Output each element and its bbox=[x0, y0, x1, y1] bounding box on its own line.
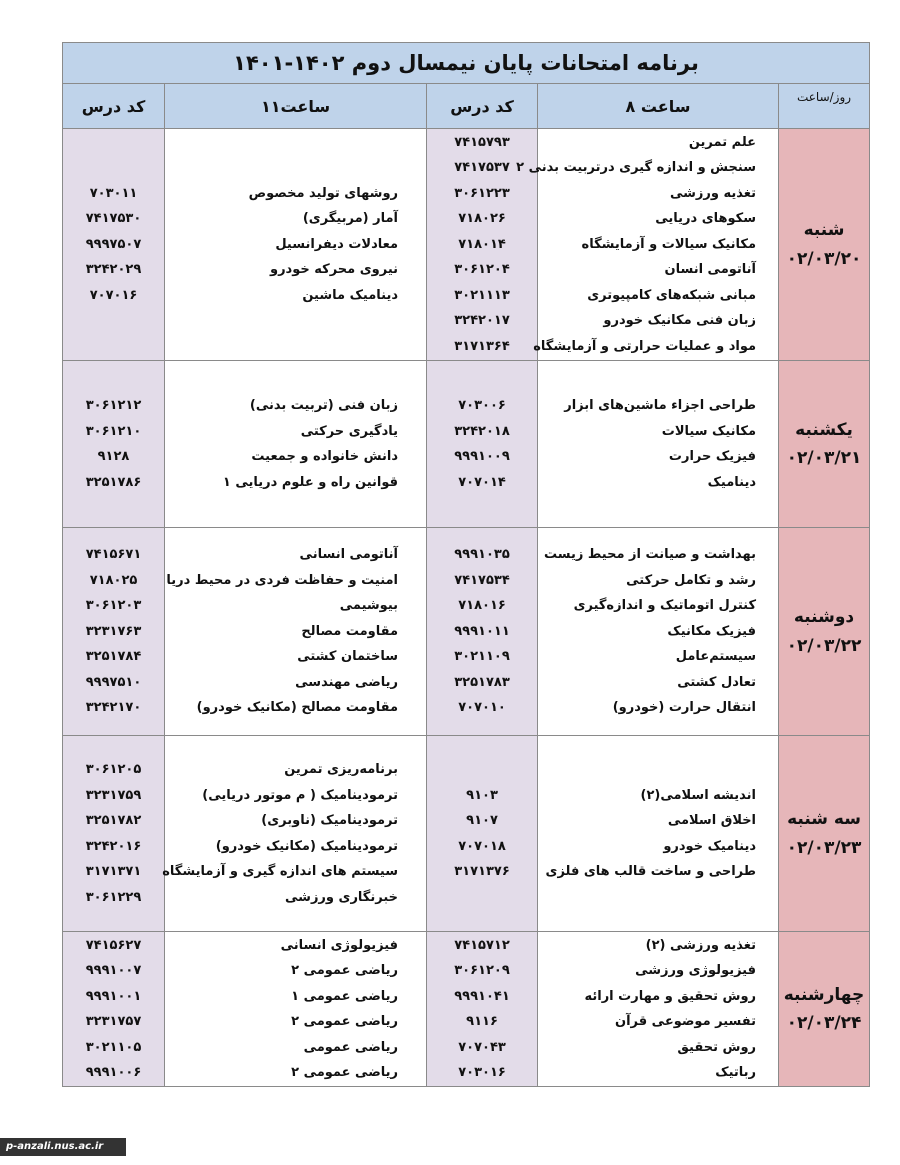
course-11-item: آمار (مربیگری) bbox=[302, 211, 399, 227]
code-8-list bbox=[427, 542, 537, 721]
course-11-item: ترمودینامیک (مکانیک خودرو) bbox=[215, 838, 399, 854]
code-11-item: ۹۹۹۱۰۰۶ bbox=[85, 1065, 142, 1080]
code-11-item: ۷۱۸۰۲۵ bbox=[89, 572, 138, 588]
code-11-item: ۳۰۶۱۲۱۰ bbox=[85, 423, 142, 439]
code-8-item: ۷۰۷۰۴۳ bbox=[458, 1039, 506, 1055]
course-11-item: ریاضی عمومی ۲ bbox=[291, 1014, 399, 1029]
code-11-item: ۳۰۶۱۲۲۹ bbox=[85, 889, 142, 905]
course-11-list bbox=[165, 933, 426, 1086]
day-name: یکشنبه bbox=[795, 419, 853, 440]
code-8-item: ۳۰۲۱۱۰۹ bbox=[454, 649, 510, 665]
course-11-item: ریاضی عمومی ۲ bbox=[291, 963, 399, 978]
code-8-item: ۷۴۱۵۷۹۳ bbox=[454, 134, 510, 150]
course-11-cell bbox=[162, 736, 427, 932]
course-11-item: ریاضی عمومی ۱ bbox=[291, 988, 399, 1004]
day-row bbox=[63, 736, 870, 932]
code-11-list bbox=[63, 933, 164, 1086]
course-8-item: روش تحقیق و مهارت ارائه bbox=[584, 988, 757, 1004]
code-11-item: ۹۹۹۷۵۱۰ bbox=[85, 674, 142, 690]
course-11-item: مقاومت مصالح (مکانیک خودرو) bbox=[196, 700, 399, 716]
course-8-item: روش تحقیق bbox=[677, 1039, 757, 1055]
course-8-item: فیزیک حرارت bbox=[668, 449, 757, 464]
course-11-list bbox=[165, 393, 426, 495]
code-8-item: ۳۰۶۱۲۰۹ bbox=[454, 963, 510, 978]
course-11-item: روشهای تولید مخصوص bbox=[248, 185, 399, 201]
course-11-cell bbox=[165, 361, 427, 528]
course-8-cell bbox=[538, 932, 779, 1087]
course-11-item: فیزیولوژی انسانی bbox=[280, 937, 399, 953]
course-8-item: دینامیک bbox=[707, 474, 757, 490]
course-11-list bbox=[162, 757, 426, 910]
code-8-item: ۷۰۷۰۱۸ bbox=[458, 838, 506, 854]
code-11-list bbox=[63, 757, 164, 910]
code-11-item: ۹۹۹۱۰۰۱ bbox=[85, 988, 142, 1004]
code-11-item: ۳۲۴۲۰۲۹ bbox=[85, 262, 142, 278]
code-8-item: ۹۱۰۳ bbox=[466, 787, 498, 803]
course-8-item: علم تمرین bbox=[688, 134, 757, 150]
code-8-item: ۷۰۷۰۱۰ bbox=[458, 700, 506, 716]
code-11-item: ۳۲۵۱۷۸۶ bbox=[85, 474, 142, 490]
code-11-cell bbox=[63, 736, 165, 932]
code-11-item: ۷۴۱۵۶۲۷ bbox=[85, 937, 142, 953]
code-11-item: ۳۱۷۱۳۷۱ bbox=[85, 864, 142, 879]
code-8-item: ۹۹۹۱۰۴۱ bbox=[454, 988, 510, 1004]
code-8-item: ۳۱۷۱۳۷۶ bbox=[454, 864, 510, 879]
course-8-item: تغذیه ورزشی (۲) bbox=[645, 937, 757, 953]
course-8-cell bbox=[538, 736, 779, 932]
day-date: ۰۲/۰۳/۲۴ bbox=[786, 1013, 862, 1033]
course-11-item: ترمودینامیک ( م موتور دریایی) bbox=[202, 787, 399, 803]
header-code-b: کد درس bbox=[63, 84, 165, 129]
code-11-item: ۳۲۳۱۷۵۷ bbox=[85, 1014, 142, 1029]
code-11-item: ۳۲۵۱۷۸۲ bbox=[85, 813, 142, 828]
code-8-item: ۷۱۸۰۱۴ bbox=[458, 236, 506, 252]
course-11-item: ریاضی عمومی ۲ bbox=[291, 1065, 399, 1080]
course-8-list bbox=[516, 130, 778, 360]
schedule-body bbox=[63, 129, 870, 1087]
course-8-item: طراحی اجزاء ماشین‌های ابزار bbox=[564, 398, 757, 413]
code-8-item: ۹۱۱۶ bbox=[466, 1014, 498, 1029]
code-11-cell bbox=[63, 361, 165, 528]
code-8-cell bbox=[427, 361, 538, 528]
course-8-item: فیزیولوژی ورزشی bbox=[635, 963, 757, 978]
day-row bbox=[63, 361, 870, 528]
header-time11: ساعت۱۱ bbox=[165, 84, 427, 129]
day-row bbox=[63, 129, 870, 361]
course-8-item: رشد و تکامل حرکتی bbox=[626, 572, 757, 588]
course-11-list bbox=[165, 542, 426, 721]
code-11-item: ۳۲۳۱۷۶۳ bbox=[85, 623, 142, 639]
code-11-item: ۳۰۶۱۲۱۲ bbox=[85, 398, 142, 413]
day-date: ۰۲/۰۳/۲۲ bbox=[786, 635, 862, 656]
exam-schedule-table bbox=[62, 42, 870, 1087]
course-8-item: انتقال حرارت (خودرو) bbox=[612, 700, 757, 716]
course-8-item: تعادل کشتی bbox=[677, 674, 757, 690]
day-date: ۰۲/۰۳/۲۱ bbox=[786, 448, 862, 468]
code-8-list bbox=[427, 783, 537, 885]
code-8-item: ۷۰۳۰۰۶ bbox=[458, 398, 506, 413]
header-day-time: روز/ساعت bbox=[779, 84, 870, 129]
course-8-list bbox=[538, 393, 778, 495]
code-8-item: ۷۴۱۷۵۳۷ bbox=[454, 160, 510, 176]
code-11-cell bbox=[63, 528, 165, 736]
course-11-item: برنامه‌ریزی تمرین bbox=[284, 762, 399, 777]
course-8-item: آناتومی انسان bbox=[664, 262, 757, 278]
course-8-item: سنجش و اندازه گیری درتربیت بدنی ۲ bbox=[516, 160, 757, 176]
code-11-list bbox=[63, 181, 164, 309]
course-8-item: رباتیک bbox=[715, 1065, 757, 1080]
code-8-item: ۹۹۹۱۰۰۹ bbox=[454, 449, 510, 464]
day-name: چهارشنبه bbox=[783, 984, 865, 1005]
code-8-item: ۳۲۵۱۷۸۳ bbox=[454, 674, 510, 690]
course-11-cell bbox=[165, 932, 427, 1087]
course-8-item: زبان فنی مکانیک خودرو bbox=[603, 313, 757, 329]
code-11-item: ۹۹۹۷۵۰۷ bbox=[85, 236, 142, 252]
course-8-item: سکوهای دریایی bbox=[655, 211, 757, 227]
day-date: ۰۲/۰۳/۲۰ bbox=[786, 248, 862, 269]
course-8-item: دینامیک خودرو bbox=[663, 838, 757, 854]
course-8-item: فیزیک مکانیک bbox=[667, 623, 757, 639]
code-11-item: ۹۹۹۱۰۰۷ bbox=[85, 963, 142, 978]
code-11-list bbox=[63, 542, 164, 721]
code-11-cell bbox=[63, 932, 165, 1087]
day-cell bbox=[779, 528, 870, 736]
course-8-item: مواد و عملیات حرارتی و آزمایشگاه bbox=[533, 338, 757, 354]
day-row bbox=[63, 528, 870, 736]
code-8-item: ۳۰۲۱۱۱۳ bbox=[454, 287, 510, 303]
course-11-item: زبان فنی (تربیت بدنی) bbox=[249, 398, 399, 413]
day-name: سه شنبه bbox=[787, 809, 861, 830]
course-8-item: سیستم‌عامل bbox=[675, 649, 757, 665]
code-8-cell bbox=[427, 129, 538, 361]
course-8-item: کنترل اتوماتیک و اندازه‌گیری bbox=[573, 598, 757, 614]
course-11-cell bbox=[165, 528, 427, 736]
course-8-cell bbox=[516, 129, 779, 361]
course-8-item: تفسیر موضوعی قرآن bbox=[615, 1014, 757, 1029]
code-8-cell bbox=[427, 528, 538, 736]
code-11-item: ۳۰۶۱۲۰۵ bbox=[85, 762, 142, 777]
day-cell bbox=[779, 129, 870, 361]
code-11-item: ۷۰۷۰۱۶ bbox=[89, 287, 138, 303]
code-8-item: ۷۰۷۰۱۴ bbox=[458, 474, 506, 490]
code-8-item: ۳۲۴۲۰۱۷ bbox=[454, 313, 510, 329]
header-row bbox=[63, 84, 870, 129]
day-name: شنبه bbox=[803, 220, 845, 241]
code-11-item: ۳۲۴۲۰۱۶ bbox=[85, 838, 142, 854]
course-8-list bbox=[538, 542, 778, 721]
course-11-item: یادگیری حرکتی bbox=[300, 423, 399, 439]
course-11-item: معادلات دیفرانسیل bbox=[275, 236, 399, 252]
code-11-item: ۹۱۲۸ bbox=[97, 449, 130, 464]
course-8-cell bbox=[538, 361, 779, 528]
code-11-item: ۷۴۱۵۶۷۱ bbox=[85, 547, 142, 563]
course-8-item: مکانیک سیالات و آزمایشگاه bbox=[581, 236, 757, 252]
exam-schedule-sheet bbox=[62, 42, 869, 1087]
code-8-item: ۷۱۸۰۲۶ bbox=[458, 211, 506, 227]
course-8-item: طراحی و ساخت قالب های فلزی bbox=[545, 864, 757, 879]
course-11-item: قوانین راه و علوم دریایی ۱ bbox=[222, 474, 399, 490]
code-8-item: ۷۰۳۰۱۶ bbox=[458, 1065, 506, 1080]
day-name: دوشنبه bbox=[793, 607, 855, 628]
code-8-list bbox=[427, 933, 537, 1086]
code-8-item: ۷۴۱۷۵۳۴ bbox=[454, 572, 510, 588]
course-11-item: آناتومی انسانی bbox=[299, 547, 399, 563]
course-11-item: بیوشیمی bbox=[339, 598, 399, 614]
code-11-list bbox=[63, 393, 164, 495]
course-8-item: اندیشه اسلامی(۲) bbox=[640, 787, 757, 803]
code-8-item: ۷۴۱۵۷۱۲ bbox=[454, 937, 510, 953]
course-11-item: امنیت و حفاظت فردی در محیط دریا bbox=[166, 572, 399, 588]
header-code-a: کد درس bbox=[427, 84, 538, 129]
code-8-item: ۳۰۶۱۲۲۳ bbox=[454, 185, 510, 201]
course-8-item: اخلاق اسلامی bbox=[667, 813, 757, 828]
course-11-item: خبرنگاری ورزشی bbox=[285, 889, 399, 905]
course-8-item: بهداشت و صیانت از محیط زیست bbox=[543, 547, 757, 563]
day-cell bbox=[779, 361, 870, 528]
code-11-item: ۳۲۵۱۷۸۴ bbox=[85, 649, 142, 665]
course-11-list bbox=[165, 181, 426, 309]
day-cell bbox=[779, 736, 870, 932]
course-11-item: ریاضی مهندسی bbox=[295, 674, 399, 690]
course-8-item: تغذیه ورزشی bbox=[670, 185, 757, 201]
code-11-item: ۳۲۴۲۱۷۰ bbox=[85, 700, 142, 716]
day-cell bbox=[779, 932, 870, 1087]
code-8-item: ۳۰۶۱۲۰۴ bbox=[454, 262, 510, 278]
code-8-item: ۹۹۹۱۰۱۱ bbox=[454, 623, 510, 639]
code-11-item: ۳۰۲۱۱۰۵ bbox=[85, 1039, 142, 1055]
code-8-item: ۷۱۸۰۱۶ bbox=[458, 598, 506, 614]
day-row bbox=[63, 932, 870, 1087]
code-11-item: ۷۴۱۷۵۳۰ bbox=[85, 211, 142, 227]
day-date: ۰۲/۰۳/۲۳ bbox=[786, 837, 862, 858]
course-8-list bbox=[538, 783, 778, 885]
code-8-item: ۳۱۷۱۳۶۴ bbox=[454, 338, 510, 354]
code-8-item: ۹۱۰۷ bbox=[466, 813, 498, 828]
code-8-item: ۹۹۹۱۰۳۵ bbox=[454, 547, 510, 563]
course-11-item: مقاومت مصالح bbox=[301, 623, 399, 639]
code-11-item: ۳۰۶۱۲۰۳ bbox=[85, 598, 142, 614]
course-8-list bbox=[538, 933, 778, 1086]
code-8-list bbox=[427, 130, 537, 360]
code-11-item: ۷۰۳۰۱۱ bbox=[89, 185, 138, 201]
code-8-item: ۳۲۴۲۰۱۸ bbox=[454, 423, 510, 439]
code-8-cell bbox=[427, 736, 538, 932]
course-8-item: مکانیک سیالات bbox=[661, 423, 757, 439]
header-time8: ساعت ۸ bbox=[538, 84, 779, 129]
course-11-item: ترمودینامیک (ناوبری) bbox=[261, 813, 399, 828]
course-11-item: سیستم های اندازه گیری و آزمایشگاه bbox=[162, 864, 399, 879]
page-title: برنامه امتحانات پایان نیمسال دوم ۱۴۰۲-۱۴۰۱ bbox=[63, 43, 870, 84]
code-8-list bbox=[427, 393, 537, 495]
course-11-item: دینامیک ماشین bbox=[302, 287, 399, 303]
course-11-item: ریاضی عمومی bbox=[303, 1039, 399, 1055]
course-11-cell bbox=[165, 129, 427, 361]
footer-url: p-anzali.nus.ac.ir bbox=[0, 1138, 126, 1156]
code-11-cell bbox=[63, 129, 165, 361]
course-11-item: نیروی محرکه خودرو bbox=[269, 262, 399, 278]
code-11-item: ۳۲۳۱۷۵۹ bbox=[85, 787, 142, 803]
course-11-item: دانش خانواده و جمعیت bbox=[251, 449, 399, 464]
code-8-cell bbox=[427, 932, 538, 1087]
course-8-item: مبانی شبکه‌های کامپیوتری bbox=[587, 287, 757, 303]
course-8-cell bbox=[538, 528, 779, 736]
course-11-item: ساختمان کشتی bbox=[297, 649, 399, 665]
